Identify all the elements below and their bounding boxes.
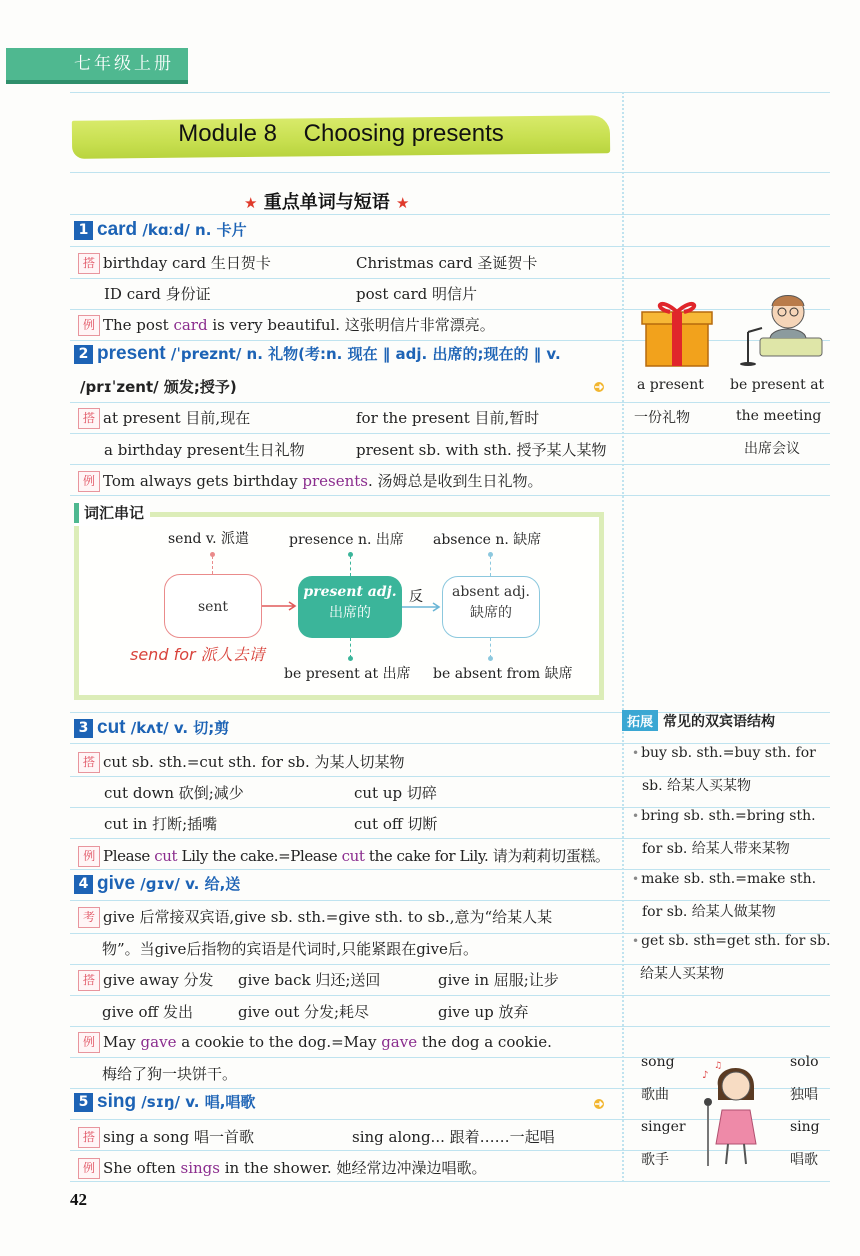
dash-connector (490, 638, 491, 658)
entry-give-head: 4 give /ɡɪv/ v. 给,送 (74, 873, 240, 895)
label-send: send v. 派遣 (168, 531, 250, 547)
tag-da: 搭 (78, 752, 100, 773)
collocation-item: give up 放弃 (438, 1003, 529, 1021)
svg-text:♫: ♫ (714, 1061, 723, 1071)
collocation-item: cut up 切碎 (354, 784, 437, 802)
ruled-line (70, 1181, 830, 1182)
collocation-item: Christmas card 圣诞贺卡 (356, 254, 538, 272)
ruled-line (70, 869, 830, 870)
exam-note-row: 物”。当give后指物的宾语是代词时,只能紧跟在give后。 (102, 940, 478, 958)
collocation-row: 搭 birthday card 生日贺卡 (78, 252, 271, 274)
arrow-icon (592, 382, 606, 392)
entry-present-head: 2 present /ˈpreznt/ n. 礼物(考:n. 现在 ‖ adj. 出席的;现在的 ‖ v. (74, 343, 561, 365)
arrow-icon (592, 1099, 606, 1109)
collocation-item: for the present 目前,暂时 (356, 409, 540, 427)
ruled-line (70, 278, 830, 279)
extension-item: sb. 给某人买某物 (642, 778, 752, 794)
tag-li: 例 (78, 471, 100, 492)
dash-connector (490, 556, 491, 576)
tag-li: 例 (78, 315, 100, 336)
dash-connector (212, 556, 213, 574)
tag-da: 搭 (78, 408, 100, 429)
ruled-line (70, 309, 830, 310)
grade-tab-label: 七年级上册 (74, 54, 174, 74)
collocation-item: give off 发出 (102, 1003, 193, 1021)
entry-sing-head: 5 sing /sɪŋ/ v. 唱,唱歌 (74, 1091, 255, 1113)
collocation-item: post card 明信片 (356, 285, 478, 303)
collocation-item: give back 归还;送回 (238, 971, 381, 989)
collocation-item: ID card 身份证 (104, 285, 211, 303)
extension-item: • make sb. sth.=make sth. (632, 871, 817, 887)
extension-item: for sb. 给某人做某物 (642, 904, 776, 920)
ruled-line (70, 464, 830, 465)
dot-marker (348, 656, 353, 661)
ruled-line (70, 995, 830, 996)
tag-tuozhan: 拓展 (622, 710, 658, 731)
label-be-absent-from: be absent from 缺席 (433, 666, 573, 682)
collocation-item: cut off 切断 (354, 815, 438, 833)
pic-caption-en: sing (790, 1119, 820, 1135)
collocation-row: 搭 sing a song 唱一首歌 (78, 1126, 254, 1148)
node-present: present adj. 出席的 (298, 576, 402, 638)
extension-item: • bring sb. sth.=bring sth. (632, 808, 816, 824)
example-row: 例 May gave a cookie to the dog.=May gave the dog a cookie. (78, 1032, 552, 1053)
extension-item: • get sb. sth=get sth. for sb. (632, 933, 831, 949)
label-presence: presence n. 出席 (289, 532, 404, 548)
tag-li: 例 (78, 1032, 100, 1053)
pic-caption-en: a present (637, 377, 704, 393)
node-absent: absent adj. 缺席的 (442, 576, 540, 638)
label-be-present-at: be present at 出席 (284, 666, 411, 682)
pic-caption-en: song (641, 1054, 675, 1070)
page-number: 42 (70, 1190, 87, 1209)
arrow-icon (262, 600, 298, 612)
arrow-icon (402, 601, 442, 613)
entry-card-head: 1 card /kɑːd/ n. 卡片 (74, 219, 247, 241)
module-title: Module 8 Choosing presents (178, 120, 504, 147)
collocation-item: cut in 打断;插嘴 (104, 815, 218, 833)
pic-caption-en: solo (790, 1054, 819, 1070)
collocation-item: cut down 砍倒;减少 (104, 784, 244, 802)
ruled-line (70, 743, 830, 744)
pic-caption-cn: 歌手 (641, 1152, 669, 1168)
star-icon: ★ (244, 194, 258, 212)
example-translation: 梅给了狗一块饼干。 (102, 1065, 238, 1083)
dash-connector (350, 556, 351, 576)
vocab-box-tab: 词汇串记 (74, 500, 150, 526)
label-absence: absence n. 缺席 (433, 532, 542, 548)
pic-caption-en: be present at (730, 377, 825, 393)
collocation-row: 搭 cut sb. sth.=cut sth. for sb. 为某人切某物 (78, 751, 405, 773)
ruled-line (70, 340, 830, 341)
example-row: 例 Please cut Lily the cake.=Please cut the cake for Lily. 请为莉莉切蛋糕。 (78, 845, 610, 867)
singer-girl-icon (696, 1056, 774, 1168)
exam-note-row: 考 give 后常接双宾语,give sb. sth.=give sth. to sb.,意为“给某人某 (78, 906, 552, 928)
collocation-row: 搭 at present 目前,现在 (78, 407, 250, 429)
collocation-item: give in 屈服;让步 (438, 971, 559, 989)
example-row: 例 Tom always gets birthday presents. 汤姆总是收到生日礼物。 (78, 470, 543, 492)
speaker-at-meeting-icon (730, 292, 826, 368)
tag-li: 例 (78, 1158, 100, 1179)
example-row: 例 The post card is very beautiful. 这张明信片非常漂亮。 (78, 314, 495, 336)
column-divider (622, 92, 624, 1182)
tag-kao: 考 (78, 907, 100, 928)
extension-item: for sb. 给某人带来某物 (642, 841, 790, 857)
pic-caption-cn: 唱歌 (790, 1152, 818, 1168)
dash-connector (350, 638, 351, 658)
ruled-line (70, 433, 830, 434)
grade-tab (6, 48, 188, 80)
star-icon: ★ (396, 194, 410, 212)
ruled-line (70, 92, 830, 93)
collocation-item: a birthday present生日礼物 (104, 441, 305, 459)
section-title: ★ 重点单词与短语 ★ (244, 192, 410, 213)
collocation-row: 搭 give away 分发 (78, 969, 214, 991)
pic-caption-cn: 独唱 (790, 1087, 818, 1103)
dot-marker (488, 656, 493, 661)
pic-caption-en: singer (641, 1119, 686, 1135)
ruled-line (70, 1026, 830, 1027)
collocation-item: present sb. with sth. 授予某人某物 (356, 441, 607, 459)
label-send-for: send for 派人去请 (130, 645, 265, 664)
pic-caption-cn: 一份礼物 (634, 410, 690, 426)
entry-cut-head: 3 cut /kʌt/ v. 切;剪 (74, 717, 229, 739)
tag-li: 例 (78, 846, 100, 867)
extension-item: • buy sb. sth.=buy sth. for (632, 745, 816, 761)
extension-item: 给某人买某物 (640, 966, 724, 982)
pic-caption-cn: 出席会议 (744, 441, 800, 457)
entry-present-head-cont: /prɪˈzent/ 颁发;授予) (80, 378, 237, 396)
node-sent: sent (164, 574, 262, 638)
svg-text:♪: ♪ (702, 1070, 709, 1081)
pic-caption-en: the meeting (736, 408, 822, 424)
gift-box-icon (640, 298, 714, 368)
example-row: 例 She often sings in the shower. 她经常边冲澡边唱歌。 (78, 1157, 486, 1179)
label-opposite: 反 (409, 589, 423, 605)
extension-title: 拓展 常见的双宾语结构 (622, 710, 775, 731)
ruled-line (70, 402, 830, 403)
tag-da: 搭 (78, 253, 100, 274)
ruled-line (70, 246, 830, 247)
collocation-item: sing along... 跟着……一起唱 (352, 1128, 555, 1146)
tag-da: 搭 (78, 1127, 100, 1148)
tag-da: 搭 (78, 970, 100, 991)
ruled-line (70, 214, 830, 215)
ruled-line (70, 172, 830, 173)
ruled-line (70, 495, 830, 496)
collocation-item: give out 分发;耗尽 (238, 1003, 370, 1021)
pic-caption-cn: 歌曲 (641, 1087, 669, 1103)
